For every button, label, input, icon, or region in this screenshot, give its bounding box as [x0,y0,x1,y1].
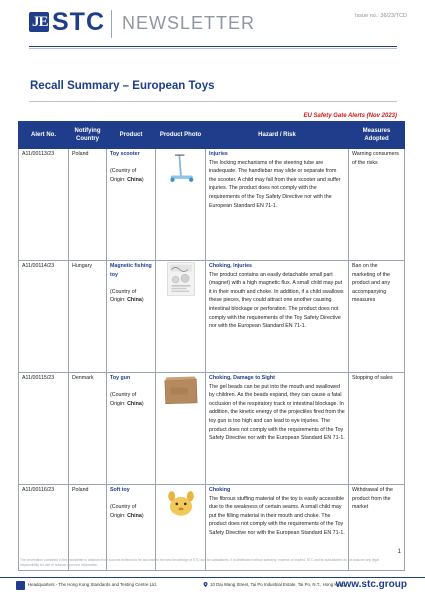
table-header-row [19,122,405,149]
recall-table [18,121,405,571]
header-rule-secondary [29,48,397,49]
photo-cell [156,261,206,373]
hazard-text: The fibrous stuffing material of the toy is easily accessible due to the weakness of certain seams. A small child may put the filling material in their mouth and choke. The product does not comply with the requirements of the Toy Safety Directive nor with the European Standard EN 71-1. [209,495,345,536]
product-origin: (Country of Origin: China) [110,168,144,183]
table-row [19,373,405,485]
header-divider [111,10,112,38]
footer-headquarters: Headquarters - The Hong Kong Standards and Testing Centre Ltd. [28,582,157,587]
col-header-country: Notifying Country [69,122,107,149]
soft-toy-photo [159,486,203,520]
alert-no-cell: A11/00115/23 [19,373,69,485]
footer-disclaimer: The information contained in this newsletter is obtained from sources believed to be accurate to the best knowledge of STC and its subsidiaries. It is distributed without warranty, express or implied. STC and its subsidiaries do not assume any legal responsibility for use or reliance upon the information. [20,558,379,567]
hazard-text: The gel beads can be put into the mouth and swallowed by children. As the beads expand, they can cause a fatal occlusion of the respiratory track or intestinal blockage. In addition, the kinetic energy of the projectiles fired from the toy gun is too high and can lead to eye injuries. The product does not comply with the requirements of the Toy Safety Directive nor with the European Standard EN 71-1. [209,383,345,442]
country-cell: Hungary [69,261,107,373]
footer-website-link[interactable]: www.stc.group [335,579,407,590]
product-cell [107,261,156,373]
hazard-cell [206,261,349,373]
hazard-title: Choking, Injuries [209,263,252,269]
country-cell: Poland [69,485,107,571]
product-origin: (Country of Origin: China) [110,504,144,519]
footer-rule [0,577,425,578]
footer-address: 10 Dai Wang Street, Tai Po Industrial Estate, Tai Po, N.T., Hong Kong [210,582,345,587]
col-header-measures: Measures Adopted [349,122,405,149]
location-pin-icon [203,582,208,587]
fishing-game-photo [159,262,203,296]
measures-cell: Warning consumers of the risks [349,149,405,261]
hazard-title: Choking, Damage to Sight [209,375,275,381]
country-cell: Denmark [69,373,107,485]
alert-no-cell: A11/00116/23 [19,485,69,571]
hazard-text: The product contains an easily detachable small part (magnet) with a high magnetic flux. A small child may put it in their mouth and choke. In addition, if a child swallows these pieces, they could attract one another causing intestinal blockage or perforation. The product does not comply with the requirements of the Toy Safety Directive nor with the European Standard EN 71-1. [209,271,344,330]
newsletter-title: NEWSLETTER [122,13,256,33]
hazard-title: Choking [209,487,231,493]
col-header-hazard: Hazard / Risk [206,122,349,149]
product-cell [107,373,156,485]
toy-gun-box-photo [159,374,203,408]
footer-logo-icon [16,581,25,590]
photo-cell [156,149,206,261]
product-origin: (Country of Origin: China) [110,288,144,304]
page-title: Recall Summary – European Toys [30,80,215,92]
product-name: Toy gun [110,375,131,381]
product-name: Magnetic fishing toy [110,263,152,278]
hazard-cell [206,373,349,485]
title-rule [29,101,397,102]
measures-cell: Withdrawal of the product from the market [349,485,405,571]
col-header-product: Product [107,122,156,149]
product-cell [107,149,156,261]
col-header-photo: Product Photo [156,122,206,149]
header-rule [29,46,397,47]
scooter-photo [159,150,203,184]
product-origin: (Country of Origin: China) [110,392,144,407]
product-name: Soft toy [110,487,130,493]
alert-caption: EU Safety Gate Alerts (Nov 2023) [303,113,397,119]
stc-logo-mark: JE [29,12,49,32]
col-header-alert-no: Alert No. [19,122,69,149]
photo-cell [156,373,206,485]
stc-logo-text: STC [52,8,105,36]
hazard-title: Injuries [209,151,228,157]
hazard-cell [206,149,349,261]
country-cell: Poland [69,149,107,261]
page-header [0,0,425,70]
measures-cell: Ban on the marketing of the product and any accompanying measures [349,261,405,373]
table-row [19,261,405,373]
product-name: Toy scooter [110,151,140,157]
issue-number: Issue no.: 36/23/TCD [355,13,407,19]
alert-no-cell: A11/00114/23 [19,261,69,373]
page-number: 1 [397,548,401,555]
hazard-text: The locking mechanisms of the steering tube are inadequate. The handlebar may slide or separate from the scooter. A child may fall from their scooter and suffer injuries. The product does not comply with the requirements of the Toy Safety Directive nor with the European Standard EN 71-1. [209,159,341,209]
table-row [19,149,405,261]
alert-no-cell: A11/00113/23 [19,149,69,261]
measures-cell: Stopping of sales [349,373,405,485]
